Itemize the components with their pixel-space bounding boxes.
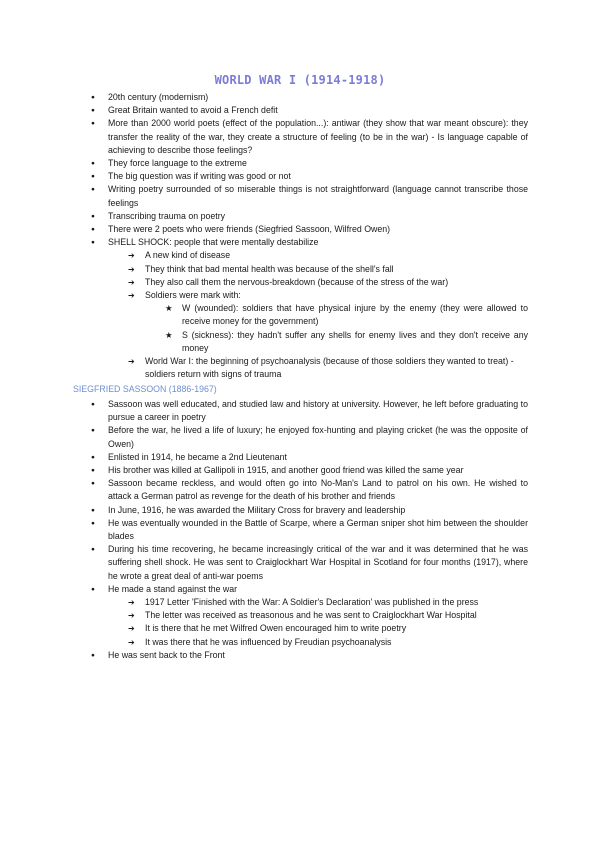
sub-list-item: ➔ 1917 Letter 'Finished with the War: A Soldier's Declaration' was published in the press (145, 596, 528, 609)
list-item: ● Writing poetry surrounded of so miserable things is not straightforward (language cannot transcribe those feelings (108, 183, 528, 209)
list-item-text: He made a stand against the war (108, 583, 238, 594)
list-item (108, 236, 528, 381)
sub-list-item: ➔ World War I: the beginning of psychoanalysis (because of those soldiers they wanted to treat) - soldiers return with signs of trauma (145, 355, 528, 381)
list-item: ● Before the war, he lived a life of luxury; he enjoyed fox-hunting and playing cricket (he was the opposite of Owen) (108, 424, 528, 450)
list-item: ● Sassoon became reckless, and would often go into No-Man's Land to patrol on his own. He wished to attack a German patrol as revenge for the death of his brother and friends (108, 477, 528, 503)
section-heading: SIEGFRIED SASSOON (1886-1967) (73, 384, 217, 394)
list-item-text: SHELL SHOCK: people that were mentally destabilize (108, 237, 319, 248)
sub-list-item: ➔ They think that bad mental health was because of the shell's fall (145, 263, 528, 276)
star-list-item: ★ S (sickness): they hadn't suffer any shells for enemy lives and they don't receive any money (182, 329, 528, 355)
list-item: ● During his time recovering, he became increasingly critical of the war and it was determined that he was suffering shell shock. He was sent to Craiglockhart War Hospital in Scotland for four months (1917), where he wrote a great deal of anti-war poems (108, 543, 528, 583)
stand-sublist (145, 596, 528, 649)
ww1-bullet-list (108, 91, 528, 381)
sub-list-item: ➔ They also call them the nervous-breakdown (because of the stress of the war) (145, 276, 528, 289)
list-item: ● Transcribing trauma on poetry (108, 210, 528, 223)
sub-list-item-text: Soldiers were mark with: (145, 290, 241, 301)
list-item: ● Great Britain wanted to avoid a French defit (108, 104, 528, 117)
list-item: ● In June, 1916, he was awarded the Military Cross for bravery and leadership (108, 504, 528, 517)
list-item: ● He was eventually wounded in the Battle of Scarpe, where a German sniper shot him between the shoulder blades (108, 517, 528, 543)
shell-shock-sublist (145, 249, 528, 381)
list-item: ● The big question was if writing was good or not (108, 170, 528, 183)
sub-list-item: ➔ The letter was received as treasonous and he was sent to Craiglockhart War Hospital (145, 609, 528, 622)
marks-sublist (182, 302, 528, 355)
list-item (108, 583, 528, 649)
star-list-item: ★ W (wounded): soldiers that have physical injure by the enemy (they were allowed to receive money for the government) (182, 302, 528, 328)
page-title: WORLD WAR I (1914-1918) (214, 73, 386, 87)
list-item: ● Enlisted in 1914, he became a 2nd Lieutenant (108, 451, 528, 464)
list-item: ● Sassoon was well educated, and studied law and history at university. However, he left before graduating to pursue a career in poetry (108, 398, 528, 424)
list-item: ● They force language to the extreme (108, 157, 528, 170)
list-item: ● His brother was killed at Gallipoli in 1915, and another good friend was killed the same year (108, 464, 528, 477)
sub-list-item: ➔ It was there that he was influenced by Freudian psychoanalysis (145, 636, 528, 649)
sub-list-item (145, 289, 528, 355)
list-item: ● 20th century (modernism) (108, 91, 528, 104)
sassoon-bullet-list (108, 398, 528, 662)
list-item: ● There were 2 poets who were friends (Siegfried Sassoon, Wilfred Owen) (108, 223, 528, 236)
list-item: ● He was sent back to the Front (108, 649, 528, 662)
sub-list-item: ➔ It is there that he met Wilfred Owen encouraged him to write poetry (145, 622, 528, 635)
list-item: ● More than 2000 world poets (effect of the population...): antiwar (they show that war meant obscure): they transfer the reality of the war, they create a structure of feeling (to be in the war) - Is language capable of achieving to describe those feelings? (108, 117, 528, 157)
sub-list-item: ➔ A new kind of disease (145, 249, 528, 262)
